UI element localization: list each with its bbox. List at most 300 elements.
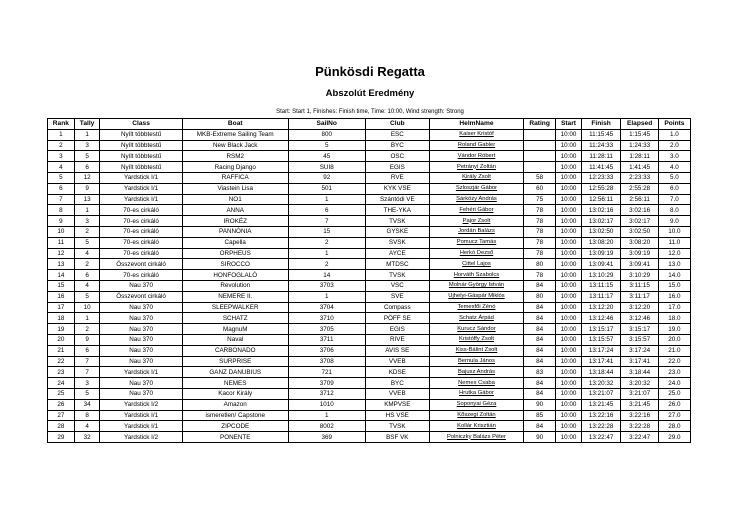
cell-rank: 28 [48, 421, 75, 432]
table-row [48, 410, 691, 421]
cell-sailno: 2 [288, 259, 365, 270]
cell-helm: Herkó Dezső [429, 248, 523, 259]
cell-rank: 13 [48, 259, 75, 270]
cell-tally: 32 [74, 432, 100, 443]
cell-class: Yardstick I/1 [100, 367, 182, 378]
cell-helm: Hrutka Gábor [429, 388, 523, 399]
cell-start: 10:00 [556, 302, 582, 313]
cell-elapsed: 3:12:46 [621, 313, 658, 324]
cell-boat: Amazon [182, 399, 288, 410]
cell-tally: 2 [74, 259, 100, 270]
cell-boat: ZIPCODE [182, 421, 288, 432]
cell-finish: 12:56:11 [581, 194, 621, 205]
cell-start: 10:00 [556, 151, 582, 162]
table-row [48, 162, 691, 173]
column-header-boat: Boat [182, 119, 288, 130]
cell-boat: SIROCCO [182, 259, 288, 270]
cell-finish: 13:11:15 [581, 280, 621, 291]
cell-finish: 11:28:11 [581, 151, 621, 162]
cell-start: 10:00 [556, 421, 582, 432]
cell-start: 10:00 [556, 345, 582, 356]
table-row [48, 378, 691, 389]
cell-sailno: 5 [288, 140, 365, 151]
cell-rating [524, 140, 556, 151]
cell-boat: RSM2 [182, 151, 288, 162]
cell-rank: 4 [48, 162, 75, 173]
cell-class: Nau 370 [100, 378, 182, 389]
cell-start: 10:00 [556, 194, 582, 205]
cell-start: 10:00 [556, 324, 582, 335]
table-row [48, 324, 691, 335]
cell-elapsed: 3:20:32 [621, 378, 658, 389]
table-row [48, 356, 691, 367]
cell-rating [524, 151, 556, 162]
cell-sailno: 3709 [288, 378, 365, 389]
cell-helm: Fehéri Gábor [429, 205, 523, 216]
cell-class: Nyílt többtestű [100, 129, 182, 140]
cell-elapsed: 3:17:24 [621, 345, 658, 356]
cell-club: THE-YKA [365, 205, 429, 216]
cell-start: 10:00 [556, 399, 582, 410]
cell-tally: 6 [74, 162, 100, 173]
cell-elapsed: 3:12:20 [621, 302, 658, 313]
cell-club: Szántódi VE [365, 194, 429, 205]
cell-club: BYC [365, 378, 429, 389]
cell-points: 15.0 [658, 280, 690, 291]
cell-elapsed: 3:02:17 [621, 216, 658, 227]
cell-start: 10:00 [556, 388, 582, 399]
cell-start: 10:00 [556, 291, 582, 302]
cell-points: 14.0 [658, 270, 690, 281]
table-row [48, 237, 691, 248]
cell-elapsed: 3:09:41 [621, 259, 658, 270]
cell-finish: 13:22:28 [581, 421, 621, 432]
cell-elapsed: 3:09:19 [621, 248, 658, 259]
cell-boat: Kacor Király [182, 388, 288, 399]
cell-boat: MagnuM [182, 324, 288, 335]
cell-tally: 12 [74, 172, 100, 183]
cell-class: Nau 370 [100, 324, 182, 335]
cell-rating: 78 [524, 226, 556, 237]
cell-rating: 84 [524, 356, 556, 367]
cell-start: 10:00 [556, 172, 582, 183]
cell-finish: 13:15:57 [581, 334, 621, 345]
cell-points: 2.0 [658, 140, 690, 151]
cell-sailno: SUI8 [288, 162, 365, 173]
table-row [48, 334, 691, 345]
table-row [48, 205, 691, 216]
table-row [48, 172, 691, 183]
cell-club: TVSK [365, 421, 429, 432]
table-row [48, 194, 691, 205]
cell-boat: GANZ DANUBIUS [182, 367, 288, 378]
cell-helm: Vándor Róbert [429, 151, 523, 162]
cell-elapsed: 3:21:07 [621, 388, 658, 399]
cell-points: 7.0 [658, 194, 690, 205]
cell-finish: 13:18:44 [581, 367, 621, 378]
cell-class: Nau 370 [100, 313, 182, 324]
cell-elapsed: 3:18:44 [621, 367, 658, 378]
cell-boat: PONENTE [182, 432, 288, 443]
cell-finish: 11:15:45 [581, 129, 621, 140]
cell-club: TVSK [365, 270, 429, 281]
cell-elapsed: 3:10:29 [621, 270, 658, 281]
cell-points: 18.0 [658, 313, 690, 324]
cell-helm: Kőszegi Zoltán [429, 410, 523, 421]
cell-rating: 78 [524, 270, 556, 281]
cell-rank: 19 [48, 324, 75, 335]
cell-sailno: 2 [288, 237, 365, 248]
table-row [48, 399, 691, 410]
cell-rank: 1 [48, 129, 75, 140]
cell-class: Összevont cirkáló [100, 259, 182, 270]
cell-tally: 34 [74, 399, 100, 410]
cell-rating: 84 [524, 421, 556, 432]
cell-class: Yardstick I/1 [100, 410, 182, 421]
cell-class: Nau 370 [100, 356, 182, 367]
cell-helm: Roland Gabler [429, 140, 523, 151]
column-header-elapsed: Elapsed [621, 119, 658, 130]
cell-finish: 12:55:28 [581, 183, 621, 194]
cell-helm: Soponyai Géza [429, 399, 523, 410]
cell-tally: 5 [74, 151, 100, 162]
header-row [48, 119, 691, 130]
cell-rating: 80 [524, 291, 556, 302]
cell-boat: NEMES [182, 378, 288, 389]
cell-points: 27.0 [658, 410, 690, 421]
cell-boat: PANNÓNIA [182, 226, 288, 237]
cell-club: VVEB [365, 388, 429, 399]
cell-rank: 12 [48, 248, 75, 259]
cell-points: 19.0 [658, 324, 690, 335]
cell-tally: 4 [74, 280, 100, 291]
cell-elapsed: 3:11:17 [621, 291, 658, 302]
cell-rank: 26 [48, 399, 75, 410]
cell-finish: 13:08:20 [581, 237, 621, 248]
cell-rating: 78 [524, 205, 556, 216]
cell-club: SVE [365, 291, 429, 302]
cell-boat: HONFOGLALÓ [182, 270, 288, 281]
cell-sailno: 7 [288, 216, 365, 227]
cell-sailno: 45 [288, 151, 365, 162]
cell-finish: 11:24:33 [581, 140, 621, 151]
cell-rank: 10 [48, 226, 75, 237]
cell-points: 24.0 [658, 378, 690, 389]
table-row [48, 270, 691, 281]
cell-club: BSF VK [365, 432, 429, 443]
cell-club: EGIS [365, 162, 429, 173]
cell-points: 16.0 [658, 291, 690, 302]
cell-rank: 11 [48, 237, 75, 248]
cell-rank: 3 [48, 151, 75, 162]
cell-club: KMPVSE [365, 399, 429, 410]
cell-sailno: 3708 [288, 356, 365, 367]
cell-rank: 17 [48, 302, 75, 313]
cell-sailno: 501 [288, 183, 365, 194]
cell-boat: ismeretlen/ Capstone [182, 410, 288, 421]
cell-rating: 80 [524, 259, 556, 270]
cell-boat: ANNA [182, 205, 288, 216]
cell-rating: 84 [524, 324, 556, 335]
cell-rank: 20 [48, 334, 75, 345]
cell-tally: 1 [74, 129, 100, 140]
cell-tally: 6 [74, 345, 100, 356]
cell-rank: 6 [48, 183, 75, 194]
cell-elapsed: 3:15:57 [621, 334, 658, 345]
cell-elapsed: 1:15:45 [621, 129, 658, 140]
cell-tally: 2 [74, 226, 100, 237]
cell-rank: 27 [48, 410, 75, 421]
cell-sailno: 721 [288, 367, 365, 378]
cell-rating [524, 162, 556, 173]
cell-sailno: 800 [288, 129, 365, 140]
cell-rank: 8 [48, 205, 75, 216]
column-header-sailno: SailNo [288, 119, 365, 130]
cell-sailno: 3712 [288, 388, 365, 399]
cell-sailno: 1 [288, 194, 365, 205]
cell-finish: 13:20:32 [581, 378, 621, 389]
cell-finish: 13:02:16 [581, 205, 621, 216]
cell-finish: 13:12:46 [581, 313, 621, 324]
cell-finish: 13:02:17 [581, 216, 621, 227]
table-row [48, 313, 691, 324]
cell-sailno: 92 [288, 172, 365, 183]
cell-rating: 84 [524, 302, 556, 313]
cell-points: 8.0 [658, 205, 690, 216]
cell-elapsed: 3:15:17 [621, 324, 658, 335]
cell-club: AVIS SE [365, 345, 429, 356]
cell-rating: 84 [524, 378, 556, 389]
cell-elapsed: 3:22:28 [621, 421, 658, 432]
cell-class: Yardstick I/1 [100, 194, 182, 205]
table-row [48, 226, 691, 237]
cell-helm: Nemes Csaba [429, 378, 523, 389]
cell-club: KDSE [365, 367, 429, 378]
cell-start: 10:00 [556, 367, 582, 378]
cell-tally: 6 [74, 270, 100, 281]
cell-sailno: 1 [288, 291, 365, 302]
cell-class: Nyílt többtestű [100, 151, 182, 162]
cell-rank: 25 [48, 388, 75, 399]
cell-class: Yardstick I/1 [100, 183, 182, 194]
cell-points: 10.0 [658, 226, 690, 237]
cell-start: 10:00 [556, 356, 582, 367]
cell-boat: CARBONADO [182, 345, 288, 356]
cell-rank: 22 [48, 356, 75, 367]
cell-class: 70-es cirkáló [100, 205, 182, 216]
table-row [48, 259, 691, 270]
cell-finish: 13:15:17 [581, 324, 621, 335]
cell-helm: Kaiser Kristóf [429, 129, 523, 140]
table-row [48, 291, 691, 302]
table-row [48, 302, 691, 313]
cell-helm: Petrányi Zoltán [429, 162, 523, 173]
column-header-club: Club [365, 119, 429, 130]
cell-sailno: 3705 [288, 324, 365, 335]
cell-boat: Viastein Lisa [182, 183, 288, 194]
cell-elapsed: 3:21:45 [621, 399, 658, 410]
cell-points: 11.0 [658, 237, 690, 248]
cell-elapsed: 2:23:33 [621, 172, 658, 183]
cell-boat: IROKÉZ [182, 216, 288, 227]
cell-boat: NEMERE II. [182, 291, 288, 302]
table-row [48, 183, 691, 194]
cell-points: 9.0 [658, 216, 690, 227]
table-row [48, 345, 691, 356]
cell-rank: 21 [48, 345, 75, 356]
table-row [48, 216, 691, 227]
cell-points: 1.0 [658, 129, 690, 140]
cell-tally: 3 [74, 140, 100, 151]
cell-sailno: 1010 [288, 399, 365, 410]
cell-sailno: 8002 [288, 421, 365, 432]
table-row [48, 388, 691, 399]
table-row [48, 432, 691, 443]
cell-rating: 84 [524, 334, 556, 345]
cell-elapsed: 1:24:33 [621, 140, 658, 151]
cell-rank: 9 [48, 216, 75, 227]
cell-start: 10:00 [556, 334, 582, 345]
cell-tally: 2 [74, 324, 100, 335]
cell-class: Nyílt többtestű [100, 162, 182, 173]
document-title: Pünkösdi Regatta [315, 64, 425, 79]
cell-tally: 7 [74, 367, 100, 378]
cell-start: 10:00 [556, 259, 582, 270]
cell-start: 10:00 [556, 129, 582, 140]
cell-start: 10:00 [556, 432, 582, 443]
cell-helm: Kiss-Bálint Zsolt [429, 345, 523, 356]
cell-finish: 13:12:20 [581, 302, 621, 313]
cell-sailno: 3710 [288, 313, 365, 324]
cell-tally: 4 [74, 248, 100, 259]
cell-rating: 90 [524, 432, 556, 443]
cell-start: 10:00 [556, 205, 582, 216]
cell-tally: 3 [74, 216, 100, 227]
cell-finish: 13:22:47 [581, 432, 621, 443]
cell-start: 10:00 [556, 410, 582, 421]
cell-elapsed: 2:56:11 [621, 194, 658, 205]
cell-tally: 10 [74, 302, 100, 313]
cell-finish: 13:09:41 [581, 259, 621, 270]
cell-boat: SLEEPWALKER [182, 302, 288, 313]
cell-sailno: 369 [288, 432, 365, 443]
cell-tally: 1 [74, 205, 100, 216]
cell-finish: 13:21:07 [581, 388, 621, 399]
cell-points: 4.0 [658, 162, 690, 173]
cell-class: Yardstick I/1 [100, 421, 182, 432]
cell-class: 70-es cirkáló [100, 216, 182, 227]
cell-rating: 84 [524, 313, 556, 324]
cell-class: Nyílt többtestű [100, 140, 182, 151]
cell-tally: 9 [74, 183, 100, 194]
cell-club: BYC [365, 140, 429, 151]
cell-rank: 15 [48, 280, 75, 291]
cell-class: Összevont cirkáló [100, 291, 182, 302]
cell-tally: 4 [74, 421, 100, 432]
cell-finish: 13:02:50 [581, 226, 621, 237]
cell-start: 10:00 [556, 313, 582, 324]
cell-rating: 75 [524, 194, 556, 205]
cell-tally: 5 [74, 291, 100, 302]
cell-club: PÖFF SE [365, 313, 429, 324]
cell-tally: 9 [74, 334, 100, 345]
cell-rank: 16 [48, 291, 75, 302]
cell-rating: 78 [524, 248, 556, 259]
table-row [48, 151, 691, 162]
cell-finish: 13:09:19 [581, 248, 621, 259]
column-header-start: Start [556, 119, 582, 130]
cell-points: 29.0 [658, 432, 690, 443]
cell-elapsed: 3:08:20 [621, 237, 658, 248]
cell-club: SVSK [365, 237, 429, 248]
cell-class: Nau 370 [100, 302, 182, 313]
cell-tally: 7 [74, 356, 100, 367]
cell-rating: 90 [524, 399, 556, 410]
cell-finish: 13:17:24 [581, 345, 621, 356]
cell-helm: Bernula János [429, 356, 523, 367]
cell-finish: 13:21:45 [581, 399, 621, 410]
cell-club: OSC [365, 151, 429, 162]
cell-finish: 13:17:41 [581, 356, 621, 367]
cell-rating: 84 [524, 388, 556, 399]
cell-points: 12.0 [658, 248, 690, 259]
cell-sailno: 3706 [288, 345, 365, 356]
column-header-finish: Finish [581, 119, 621, 130]
cell-rating: 78 [524, 216, 556, 227]
cell-class: Nau 370 [100, 388, 182, 399]
cell-helm: Horváth Szabolcs [429, 270, 523, 281]
cell-start: 10:00 [556, 248, 582, 259]
cell-rating: 85 [524, 410, 556, 421]
cell-rating: 84 [524, 345, 556, 356]
cell-points: 5.0 [658, 172, 690, 183]
cell-class: 70-es cirkáló [100, 226, 182, 237]
cell-class: Nau 370 [100, 280, 182, 291]
cell-rating: 84 [524, 280, 556, 291]
cell-rank: 29 [48, 432, 75, 443]
column-header-tally: Tally [74, 119, 100, 130]
cell-elapsed: 1:41:45 [621, 162, 658, 173]
cell-elapsed: 2:55:28 [621, 183, 658, 194]
cell-class: Yardstick I/2 [100, 432, 182, 443]
table-row [48, 140, 691, 151]
cell-sailno: 3703 [288, 280, 365, 291]
cell-boat: NO1 [182, 194, 288, 205]
cell-boat: SURPRISE [182, 356, 288, 367]
cell-helm: Kollár Krisztián [429, 421, 523, 432]
cell-rating: 83 [524, 367, 556, 378]
cell-points: 25.0 [658, 388, 690, 399]
cell-boat: New Black Jack [182, 140, 288, 151]
cell-start: 10:00 [556, 226, 582, 237]
cell-sailno: 6 [288, 205, 365, 216]
cell-rating [524, 129, 556, 140]
cell-boat: RAFFICA [182, 172, 288, 183]
cell-boat: SCHATZ [182, 313, 288, 324]
cell-rank: 2 [48, 140, 75, 151]
cell-elapsed: 3:22:47 [621, 432, 658, 443]
cell-helm: Szloszjár Gábor [429, 183, 523, 194]
cell-class: 70-es cirkáló [100, 248, 182, 259]
cell-start: 10:00 [556, 183, 582, 194]
cell-finish: 13:22:16 [581, 410, 621, 421]
cell-club: EGIS [365, 324, 429, 335]
cell-points: 20.0 [658, 334, 690, 345]
cell-club: KYK VSE [365, 183, 429, 194]
cell-elapsed: 3:17:41 [621, 356, 658, 367]
cell-tally: 5 [74, 237, 100, 248]
cell-club: HS VSE [365, 410, 429, 421]
